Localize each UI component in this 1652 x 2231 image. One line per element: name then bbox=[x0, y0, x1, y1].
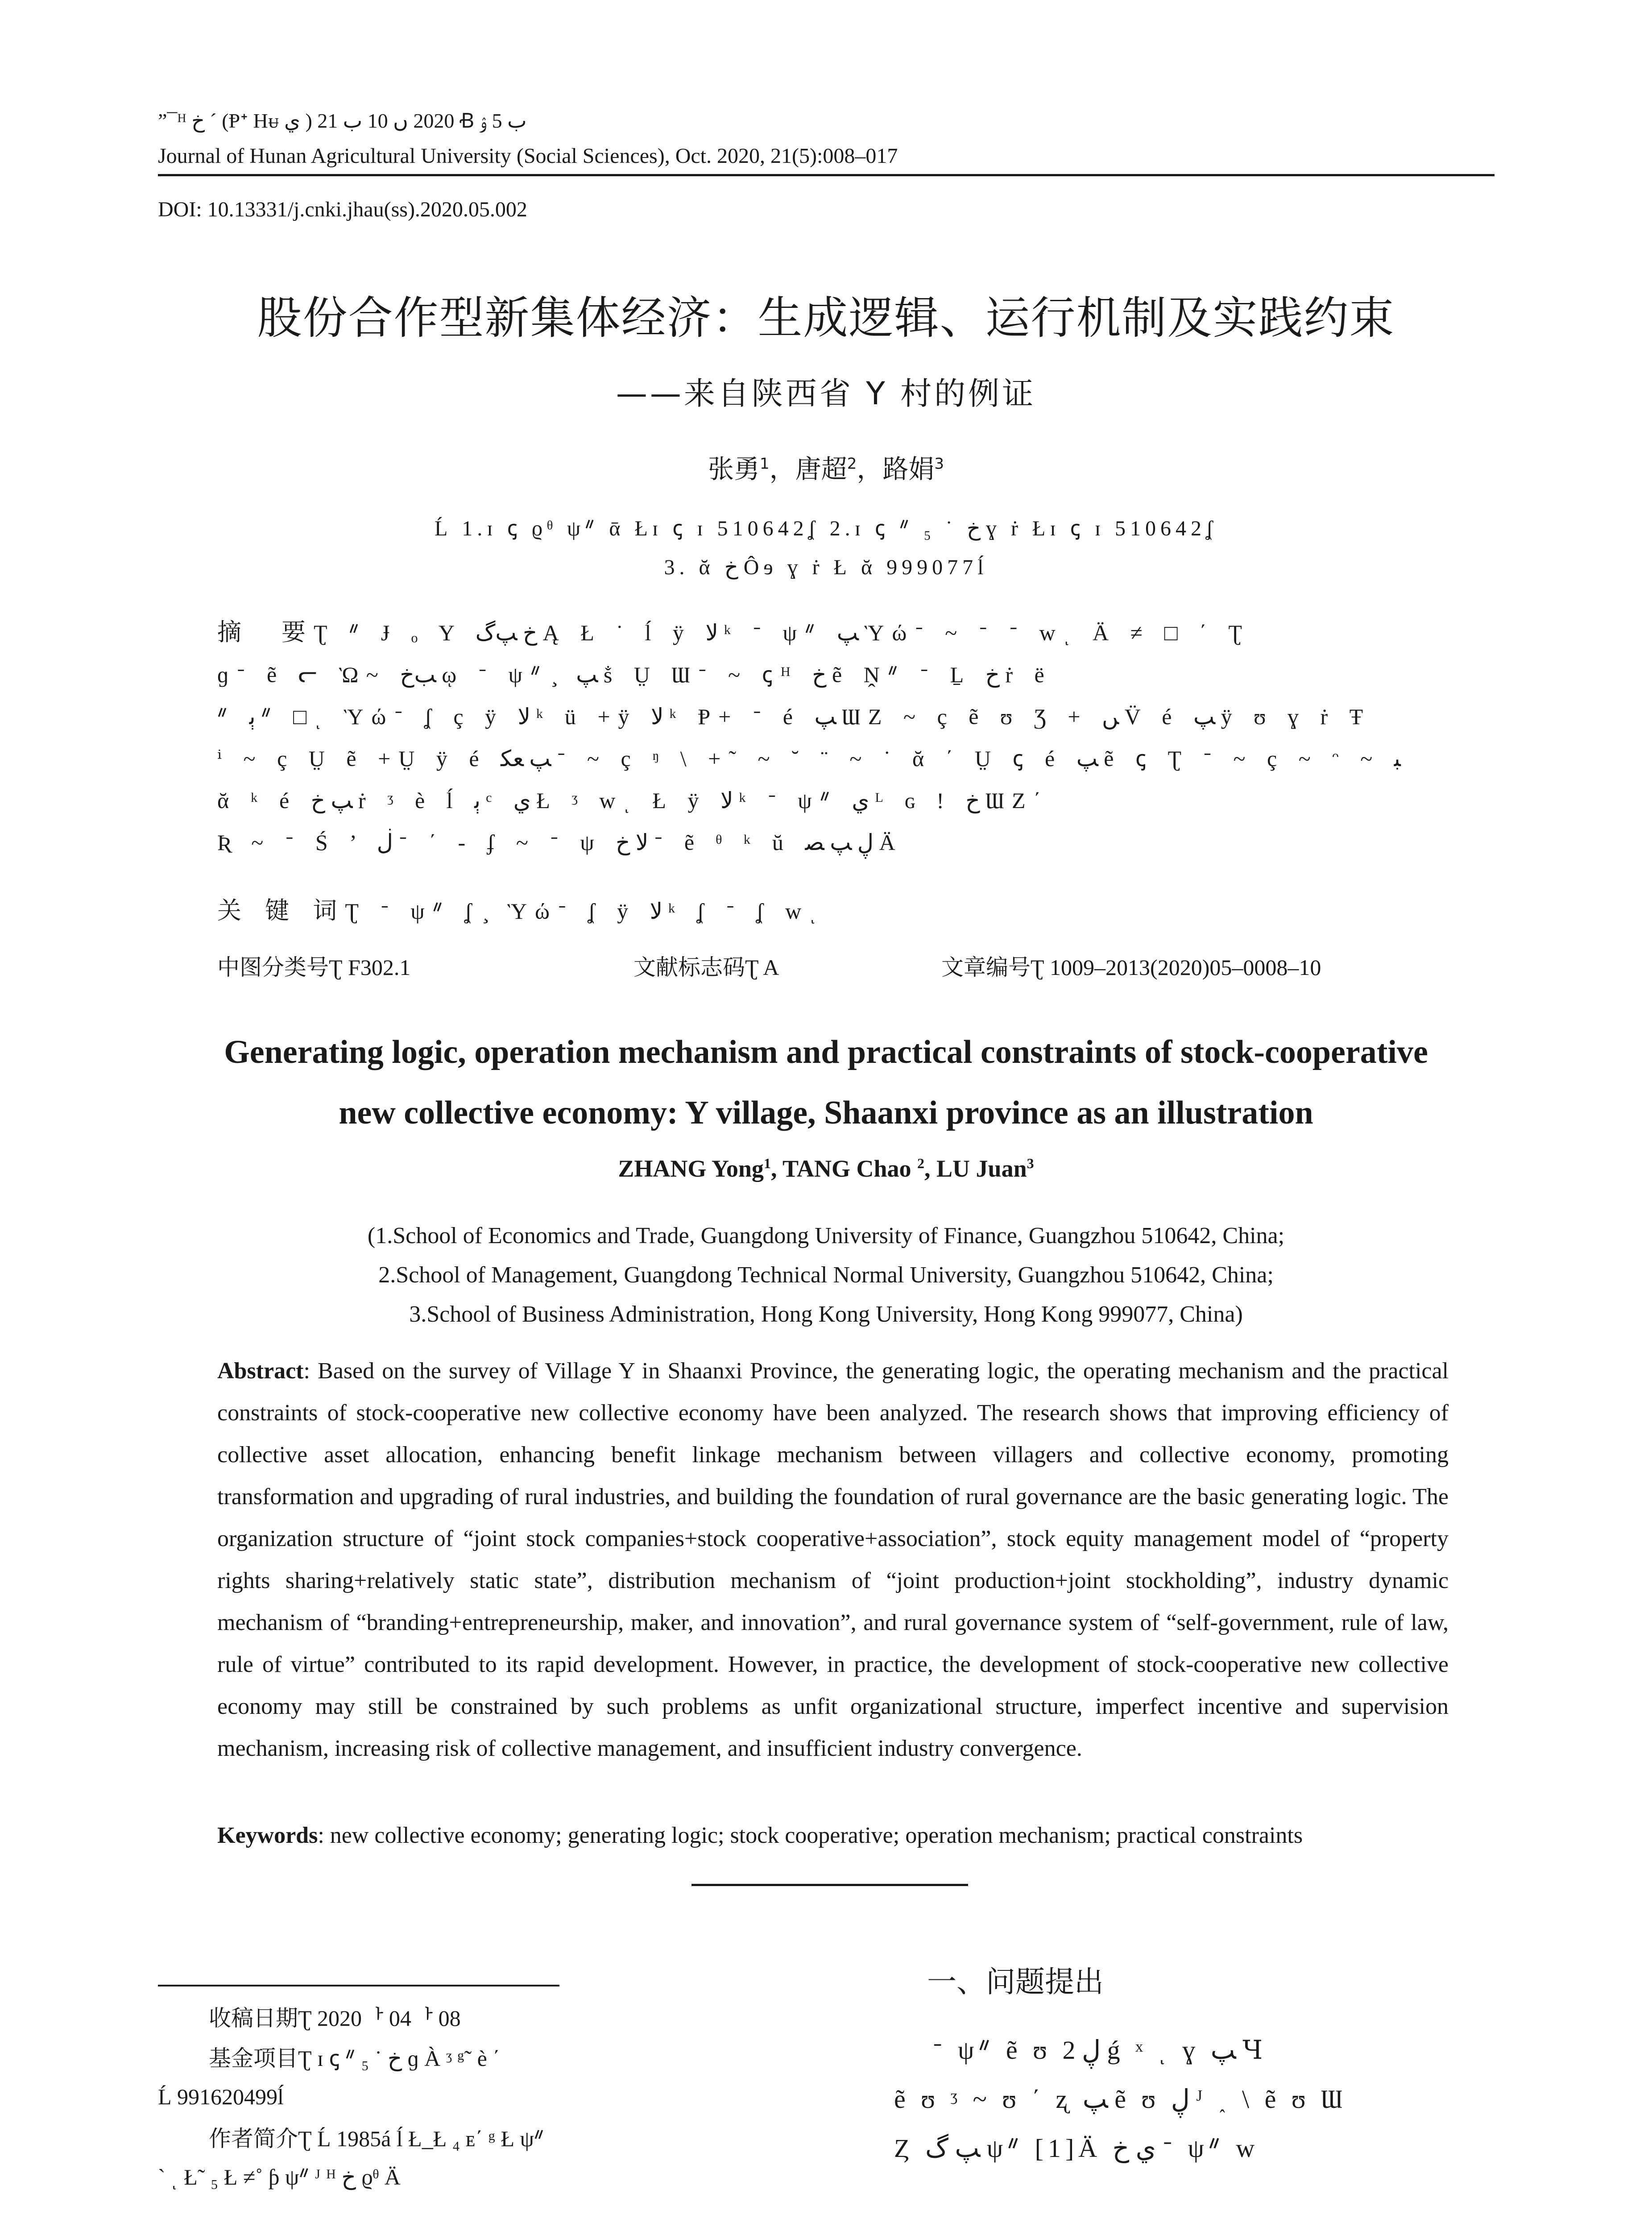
cn-abstract-line: Ʀ ~ ᐨ Ś ’ ڶ ᐨ ΄ - ʄ ~ ᐨ ψ ﻻ خ ᐨ ẽ ᶿ ᵏ ŭ ڸ ﭗ ﺼ Ä bbox=[217, 830, 903, 855]
body-line: ᐨ ψᐥ ẽ ʊ ڸ 2 ǵ ˣ ͺ ɣ ﭗ Ɥ bbox=[932, 2036, 1267, 2065]
cn-title: 股份合作型新集体经济：生成逻辑、运行机制及实践约束 bbox=[257, 292, 1395, 344]
cn-authors bbox=[0, 448, 1652, 485]
cn-affiliation-line: 3. ᾰ خ Ôɘ ɣ ṙ Ł ᾰ 999077ĺ bbox=[664, 556, 988, 579]
cn-keywords-line bbox=[217, 890, 1449, 932]
received-date bbox=[209, 1998, 878, 2038]
cn-author-name: 唐超 bbox=[795, 454, 847, 484]
en-title-line: Generating logic, operation mechanism and practical constraints of stock-cooperative bbox=[224, 1034, 1428, 1070]
document-code bbox=[633, 950, 779, 982]
cn-affiliation-line: Ĺ 1.ɪ ꞔ ϱᶿ ψᐥ ᾱ Łɪ ꞔ ɪ 510642ʆ 2.ɪ ꞔ ᐥ ₅ ˙ خ ɣ ṙ Łɪ ꞔ ɪ 510642ʆ bbox=[434, 517, 1218, 540]
body-line: Ȥ ﭗ گ ψᐥ [1]Ä ي خ ᐨ ψᐥ w bbox=[894, 2134, 1259, 2163]
author-bio-value: Ʈ Ĺ 1985á ĺ Ł_Ł ₄ ᴇ΄ ᵍ Ł ψᐥ bbox=[298, 2126, 545, 2151]
en-author-sep: , bbox=[924, 1155, 937, 1182]
en-author-sup: 3 bbox=[1027, 1155, 1034, 1171]
en-affiliation-line: 3.School of Business Administration, Hong Kong University, Hong Kong 999077, China) bbox=[409, 1302, 1243, 1327]
article-number bbox=[941, 950, 1321, 982]
cn-author-sep: ， bbox=[857, 454, 883, 484]
en-author-name: LU Juan bbox=[936, 1155, 1027, 1182]
cn-abstract-line: ᐥ ﭔ ᐥ □ͺ Ὺώᐨ ʆ ç ÿ ﻻ ᵏ ü +ÿ ﻻ ᵏ Ᵽ+ ᐨ é ﭗ ƜZ ~ ç ẽ ʊ Ʒ + ﮟ V̈ é ﭗ ÿ ʊ ɣ ṙ Ŧ bbox=[217, 704, 1371, 729]
article-number-label: 文章编号 bbox=[941, 954, 1031, 980]
en-abstract bbox=[217, 1350, 1449, 1770]
clc-value: Ʈ F302.1 bbox=[329, 955, 411, 980]
section-divider bbox=[691, 1884, 968, 1886]
en-title-line: new collective economy: Y village, Shaanxi province as an illustration bbox=[339, 1095, 1313, 1131]
author-bio-cont: ` ͺ Ł˜ ₅ Ł ≠˚ ƥ ψᐥ ᴶ ᴴ خ ϱᶿ Ä bbox=[158, 2165, 401, 2190]
cn-abstract-line: ɡᐨ ẽ ᓕ Ὼ~ ﺐخ ῳ ᐨ ψᐥ ̧ ﭗ ṧ Ṳ Ɯᐨ ~ ꞔᴴ خ ẽ Ṋᐥ ᐨ Ḻ خ ṙ ë bbox=[217, 662, 1052, 687]
cn-abstract-text: Ʈ ᐥ Ɉ ₒ Y خ ﭗگ Ą Ł ˙ ĺ ÿ ﻻ ᵏ ᐨ ψᐥ ﭗ Ὺώᐨ ~ ᐨ ᐨ wͺ Ä ≠ □ ΄ Ʈ bbox=[314, 620, 1250, 645]
journal-header-cn: ”¯ᴴ خ ˊ (Ᵽᐩ Hᵾ ي ) 2020 ں 10 ﺏ 21 Ꞗ ﺏ 5 ﯢ bbox=[158, 109, 527, 132]
en-author-sup: 2 bbox=[917, 1155, 925, 1171]
cn-subtitle: ——来自陕西省 Y 村的例证 bbox=[616, 375, 1036, 412]
cn-author-name: 路娟 bbox=[882, 454, 935, 484]
journal-header-en: Journal of Hunan Agricultural University (Social Sciences), Oct. 2020, 21(5):008–017 bbox=[158, 144, 898, 168]
fund-number: Ĺ 991620499ĺ bbox=[158, 2084, 284, 2109]
en-keywords-label: Keywords bbox=[217, 1823, 318, 1848]
footnote-rule bbox=[158, 1985, 559, 1986]
en-affiliation-line: (1.School of Economics and Trade, Guangdong University of Finance, Guangzhou 510642, China; bbox=[367, 1223, 1285, 1248]
fund-value: Ʈ ɪ ꞔ ᐥ ₅ ˙ خ ɡ À ᶾ ᵍ˜ è ΄ bbox=[298, 2046, 501, 2071]
cn-author-name: 张勇 bbox=[708, 454, 760, 484]
cn-keywords bbox=[217, 890, 1449, 932]
section-heading: 一、问题提出 bbox=[927, 1965, 1104, 1999]
en-author-name: ZHANG Yong bbox=[618, 1155, 764, 1182]
cn-author-sep: ， bbox=[769, 454, 795, 484]
article-number-value: Ʈ 1009–2013(2020)05–0008–10 bbox=[1031, 955, 1321, 980]
en-keywords bbox=[217, 1822, 1449, 1849]
doc-code-value: Ʈ A bbox=[745, 955, 779, 980]
fund-label: 基金项目 bbox=[209, 2045, 298, 2071]
cn-author-sup: 2 bbox=[847, 455, 857, 473]
received-value: Ʈ 2020ᅡ 04ᅡ 08 bbox=[298, 2006, 461, 2031]
fund-project bbox=[209, 2038, 878, 2078]
doc-code-label: 文献标志码 bbox=[633, 954, 745, 980]
received-label: 收稿日期 bbox=[209, 2005, 298, 2031]
body-line: ẽ ʊ ᶾ ~ ʊ ΄ ʐ ﭗ ẽ ʊ ڸ ᴶ ˰ \ ẽ ʊ Ɯ bbox=[894, 2085, 1347, 2114]
en-keywords-text: : new collective economy; generating logic; stock cooperative; operation mechanism; practical constraints bbox=[318, 1823, 1303, 1848]
author-bio bbox=[209, 2119, 878, 2159]
cn-abstract-line: ᾰ ᵏ é ﭗ خ ṙ ᶾ è ĺ ﭔ ᶜ ي Ł ᶾ wͺ Ł ÿ ﻻ ᵏ ᐨ ψᐥ ي ᴸ ɢ ! خ ƜZ΄ bbox=[217, 788, 1049, 813]
clc-label: 中图分类号 bbox=[217, 954, 329, 980]
cn-abstract-label: 摘 要 bbox=[217, 618, 314, 646]
cn-abstract-line: ⁱ ~ ç Ṳ ẽ +Ṳ ÿ é ﭗ ﻌﻜ ᐨ ~ ç ᵑ \ +˜ ~ ˘ ¨ ~ ˙ ᾰ ΄ Ṳ ꞔ é ﭗ ẽ ꞔ Ʈ ᐨ ~ ç ~ ᵔ ~ ﺒ bbox=[217, 746, 1401, 771]
en-abstract-label: Abstract bbox=[217, 1358, 304, 1384]
cn-author-sup: 3 bbox=[934, 455, 944, 473]
en-author-sep: , bbox=[770, 1155, 783, 1182]
en-author-sup: 1 bbox=[763, 1155, 771, 1171]
cn-author-sup: 1 bbox=[760, 455, 770, 473]
header-rule bbox=[158, 174, 1495, 176]
doi: DOI: 10.13331/j.cnki.jhau(ss).2020.05.002 bbox=[158, 198, 527, 221]
cn-keywords-label: 关 键 词 bbox=[217, 896, 345, 925]
en-authors bbox=[0, 1155, 1652, 1182]
cn-keywords-text: Ʈ ᐨ ψᐥ ʆ ̧ Ὺώᐨ ʆ ÿ ﻻ ᵏ ʆ ᐨ ʆ wͺ bbox=[345, 899, 825, 924]
en-affiliation-line: 2.School of Management, Guangdong Technical Normal University, Guangzhou 510642, China; bbox=[378, 1262, 1274, 1288]
clc-number bbox=[217, 950, 410, 982]
en-author-name: TANG Chao bbox=[782, 1155, 918, 1182]
cn-abstract bbox=[217, 611, 1449, 863]
en-abstract-text: : Based on the survey of Village Y in Shaanxi Province, the generating logic, the operating mechanism and the practical constraints of stock-cooperative new collective economy have been analyzed. The research shows that improving efficiency of collective asset allocation, enhancing benefit linkage mechanism between villagers and collective economy, promoting transformation and upgrading of rural industries, and building the foundation of rural governance are the basic generating logic. The organization structure of “joint stock companies+stock cooperative+association”, stock equity management model of “property rights sharing+relatively static state”, distribution mechanism of “joint production+joint stockholding”, industry dynamic mechanism of “branding+entrepreneurship, maker, and innovation”, and rural governance system of “self-government, rule of law, rule of virtue” contributed to its rapid development. However, in practice, the development of stock-cooperative new collective economy may still be constrained by such problems as unfit organizational structure, imperfect incentive and supervision mechanism, increasing risk of collective management, and insufficient industry convergence. bbox=[217, 1358, 1449, 1761]
cn-abstract-line bbox=[217, 611, 1449, 654]
author-bio-label: 作者简介 bbox=[209, 2126, 298, 2152]
